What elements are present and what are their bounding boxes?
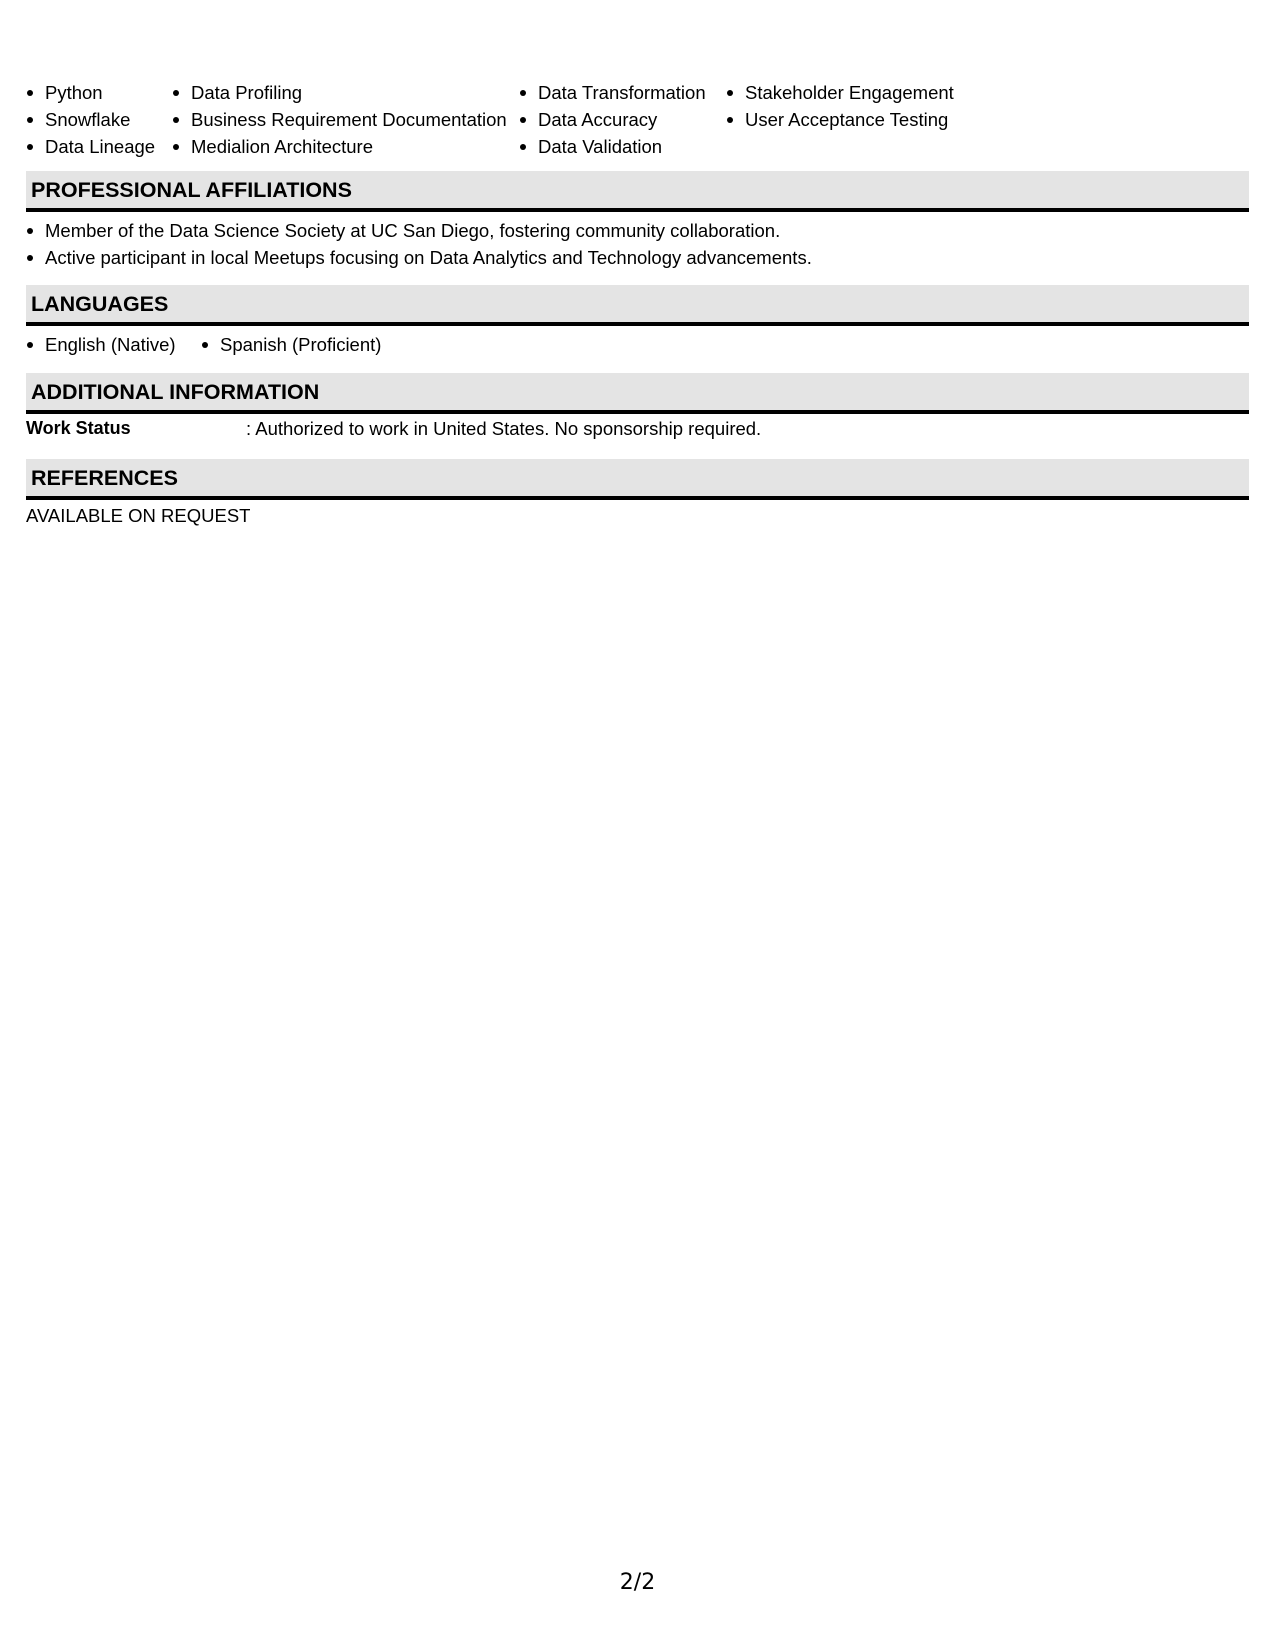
affiliation-item: Member of the Data Science Society at UC San Diego, fostering community collaboration.: [26, 217, 1249, 244]
skills-column-2: [172, 79, 507, 160]
skill-item: Medialion Architecture: [172, 133, 507, 160]
skills-grid: [26, 79, 1249, 164]
skill-item: Stakeholder Engagement: [726, 79, 954, 106]
section-header-additional-information: ADDITIONAL INFORMATION: [26, 373, 1249, 414]
skill-item: User Acceptance Testing: [726, 106, 954, 133]
languages-list: [26, 331, 1249, 358]
skills-column-1: [26, 79, 155, 160]
skill-item: Data Lineage: [26, 133, 155, 160]
references-text: AVAILABLE ON REQUEST: [26, 505, 251, 526]
skill-item: Python: [26, 79, 155, 106]
language-item: English (Native): [26, 331, 176, 358]
work-status-label: Work Status: [26, 418, 131, 438]
language-item: Spanish (Proficient): [201, 331, 381, 358]
skill-item: Data Transformation: [519, 79, 706, 106]
skill-item: Data Profiling: [172, 79, 507, 106]
skill-item: Data Validation: [519, 133, 706, 160]
skills-column-4: [726, 79, 954, 133]
affiliations-list: [26, 217, 1249, 271]
skill-item: Snowflake: [26, 106, 155, 133]
skills-column-3: [519, 79, 706, 160]
section-header-languages: LANGUAGES: [26, 285, 1249, 326]
page-number: 2/2: [619, 1570, 656, 1595]
section-header-references: REFERENCES: [26, 459, 1249, 500]
skill-item: Data Accuracy: [519, 106, 706, 133]
affiliation-item: Active participant in local Meetups focusing on Data Analytics and Technology advancements.: [26, 244, 1249, 271]
work-status-row: [26, 415, 1249, 442]
work-status-value: : Authorized to work in United States. No sponsorship required.: [246, 418, 762, 439]
section-header-affiliations: PROFESSIONAL AFFILIATIONS: [26, 171, 1249, 212]
skill-item: Business Requirement Documentation: [172, 106, 507, 133]
